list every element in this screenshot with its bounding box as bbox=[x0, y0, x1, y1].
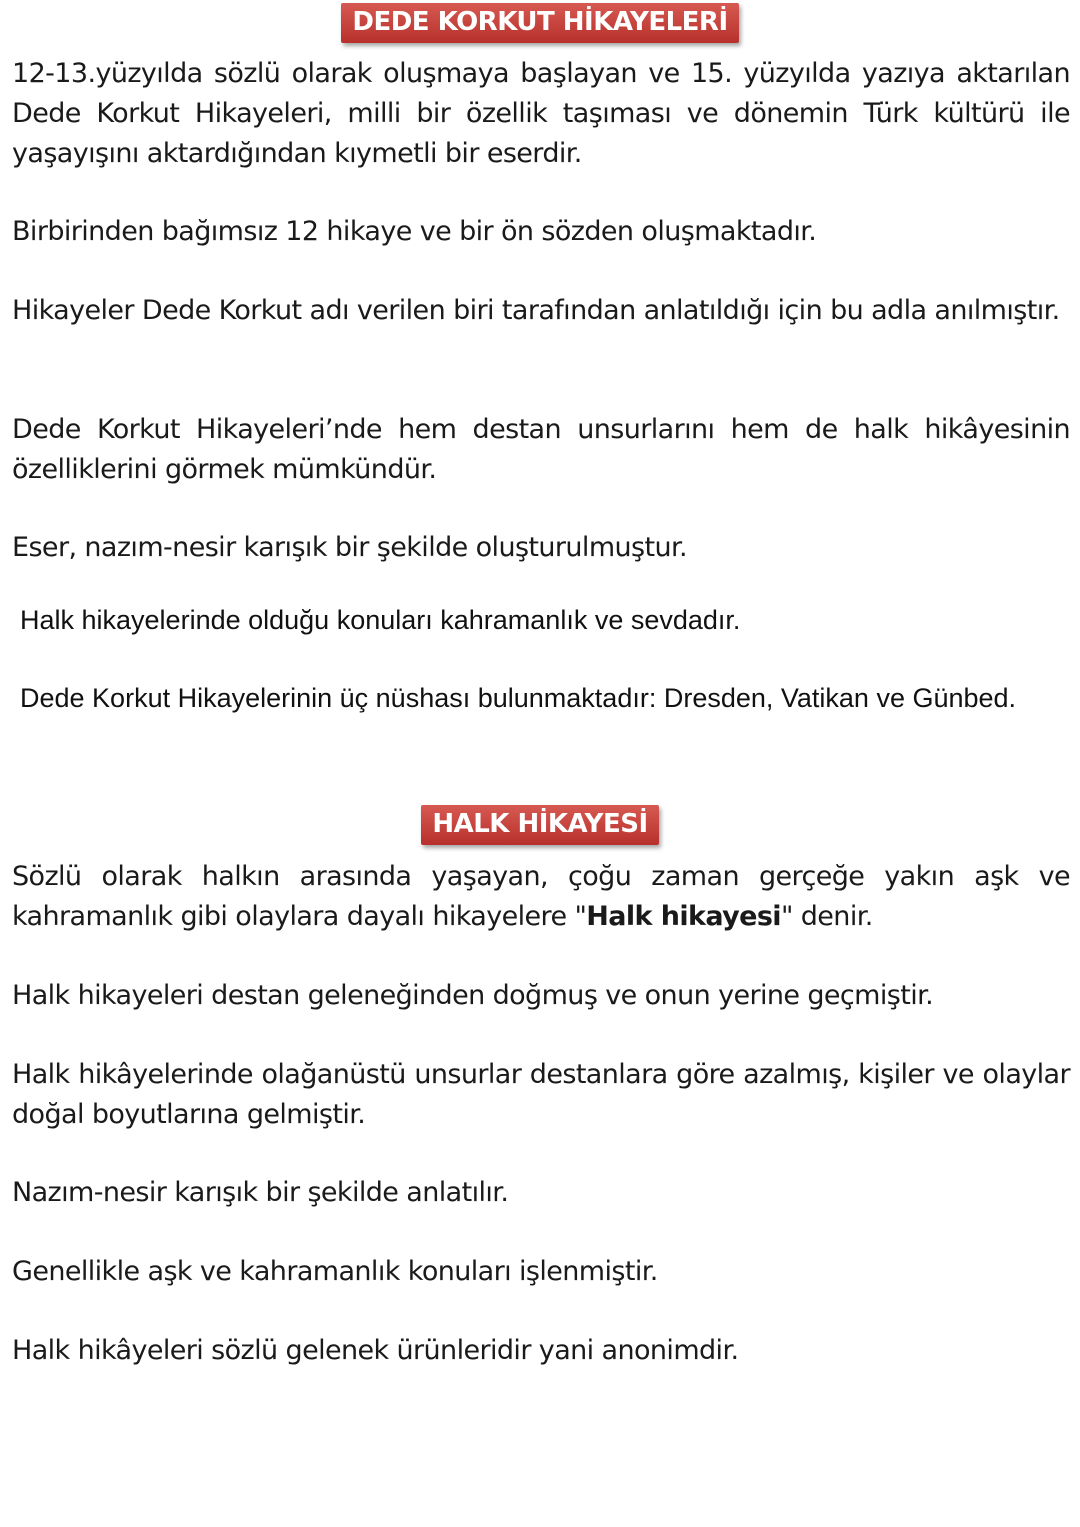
paragraph-features: Dede Korkut Hikayeleri’nde hem destan unsurlarını hem de halk hikâyesinin özelliklerini görmek mümkündür. bbox=[12, 414, 1070, 485]
dede-korkut-heading: DEDE KORKUT HİKAYELERİ bbox=[341, 3, 738, 43]
section-heading-wrap bbox=[0, 3, 1080, 43]
paragraph-form: Eser, nazım-nesir karışık bir şekilde oluşturulmuştur. bbox=[12, 532, 688, 563]
paragraph-structure: Birbirinden bağımsız 12 hikaye ve bir ön sözden oluşmaktadır. bbox=[12, 216, 817, 247]
paragraph-supernatural: Halk hikâyelerinde olağanüstü unsurlar destanlara göre azalmış, kişiler ve olaylar doğal boyutlarına gelmiştir. bbox=[12, 1059, 1070, 1130]
halk-hikayesi-heading: HALK HİKAYESİ bbox=[421, 805, 658, 845]
paragraph-manuscripts: Dede Korkut Hikayelerinin üç nüshası bulunmaktadır: Dresden, Vatikan ve Günbed. bbox=[20, 683, 1017, 713]
definition-text-after: " denir. bbox=[780, 901, 873, 932]
paragraph-form-2: Nazım-nesir karışık bir şekilde anlatılır. bbox=[12, 1177, 509, 1208]
definition-term: Halk hikayesi bbox=[586, 901, 781, 932]
paragraph-anonymous: Halk hikâyeleri sözlü gelenek ürünleridir yani anonimdir. bbox=[12, 1335, 739, 1366]
paragraph-definition bbox=[12, 857, 1070, 937]
paragraph-themes: Halk hikayelerinde olduğu konuları kahramanlık ve sevdadır. bbox=[20, 605, 741, 635]
definition-text-before: Sözlü olarak halkın arasında yaşayan, çoğu zaman gerçeğe yakın aşk ve kahramanlık gibi olaylara dayalı hikayelere " bbox=[12, 861, 1070, 932]
paragraph-themes-2: Genellikle aşk ve kahramanlık konuları işlenmiştir. bbox=[12, 1256, 658, 1287]
paragraph-origin-epic: Halk hikayeleri destan geleneğinden doğmuş ve onun yerine geçmiştir. bbox=[12, 980, 934, 1011]
paragraph-naming: Hikayeler Dede Korkut adı verilen biri tarafından anlatıldığı için bu adla anılmıştır. bbox=[12, 295, 1060, 326]
section-heading-wrap bbox=[0, 805, 1080, 845]
paragraph-origin: 12-13.yüzyılda sözlü olarak oluşmaya başlayan ve 15. yüzyılda yazıya aktarılan Dede Korkut Hikayeleri, milli bir özellik taşıması ve dönemin Türk kültürü ile yaşayışını aktardığından kıymetli bir eserdir. bbox=[12, 58, 1070, 169]
